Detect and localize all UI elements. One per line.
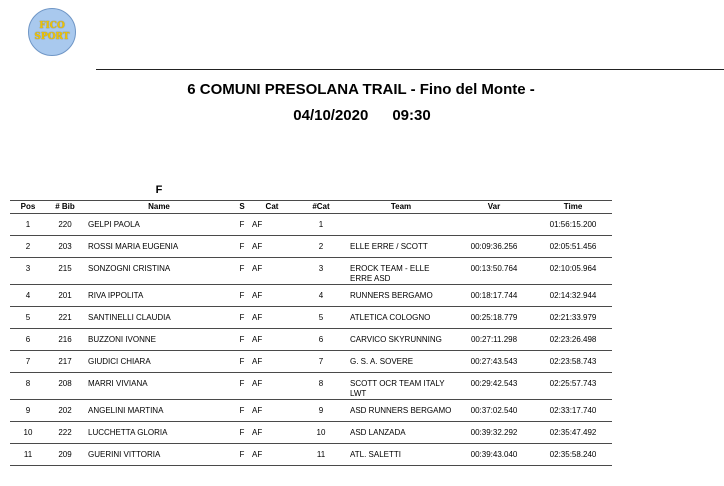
col-header-sex: S xyxy=(234,201,250,214)
row-sex: F xyxy=(234,422,250,444)
col-header-bib: # Bib xyxy=(46,201,84,214)
row-time: 02:33:17.740 xyxy=(534,400,612,422)
race-date: 04/10/2020 xyxy=(293,107,369,124)
row-var: 00:25:18.779 xyxy=(454,307,534,329)
row-sex: F xyxy=(234,258,250,285)
row-pos: 7 xyxy=(10,351,46,373)
col-header-catpos: #Cat xyxy=(294,201,348,214)
row-team xyxy=(348,214,454,236)
col-header-name: Name xyxy=(84,201,234,214)
row-time: 02:25:57.743 xyxy=(534,373,612,400)
col-header-team: Team xyxy=(348,201,454,214)
row-var: 00:27:43.543 xyxy=(454,351,534,373)
row-cat: AF xyxy=(250,400,294,422)
row-bib: 201 xyxy=(46,285,84,307)
row-cat: AF xyxy=(250,285,294,307)
row-var: 00:29:42.543 xyxy=(454,373,534,400)
row-time: 02:35:47.492 xyxy=(534,422,612,444)
row-time: 02:23:58.743 xyxy=(534,351,612,373)
row-cat: AF xyxy=(250,422,294,444)
logo-text-line2: SPORT xyxy=(34,32,70,42)
table-row xyxy=(10,329,612,351)
fico-sport-logo xyxy=(28,8,76,56)
row-bib: 215 xyxy=(46,258,84,285)
row-pos: 8 xyxy=(10,373,46,400)
results-table xyxy=(10,180,612,466)
table-row xyxy=(10,400,612,422)
row-cat: AF xyxy=(250,373,294,400)
row-var: 00:13:50.764 xyxy=(454,258,534,285)
table-row xyxy=(10,307,612,329)
row-cat: AF xyxy=(250,351,294,373)
row-pos: 6 xyxy=(10,329,46,351)
row-time: 02:05:51.456 xyxy=(534,236,612,258)
row-bib: 220 xyxy=(46,214,84,236)
row-team: SCOTT OCR TEAM ITALY LWT xyxy=(348,373,454,400)
row-name: GIUDICI CHIARA xyxy=(84,351,234,373)
row-time: 02:14:32.944 xyxy=(534,285,612,307)
row-catpos: 5 xyxy=(294,307,348,329)
row-pos: 11 xyxy=(10,444,46,466)
row-team: ASD RUNNERS BERGAMO xyxy=(348,400,454,422)
row-team: EROCK TEAM - ELLE ERRE ASD xyxy=(348,258,454,285)
row-pos: 1 xyxy=(10,214,46,236)
race-time: 09:30 xyxy=(392,107,431,124)
row-var: 00:18:17.744 xyxy=(454,285,534,307)
table-row xyxy=(10,373,612,400)
row-sex: F xyxy=(234,400,250,422)
row-name: ROSSI MARIA EUGENIA xyxy=(84,236,234,258)
category-label: F xyxy=(84,180,234,201)
row-catpos: 11 xyxy=(294,444,348,466)
table-row xyxy=(10,351,612,373)
row-bib: 208 xyxy=(46,373,84,400)
row-pos: 10 xyxy=(10,422,46,444)
col-header-time: Time xyxy=(534,201,612,214)
row-pos: 3 xyxy=(10,258,46,285)
table-row xyxy=(10,236,612,258)
row-cat: AF xyxy=(250,307,294,329)
row-var: 00:27:11.298 xyxy=(454,329,534,351)
race-title: 6 COMUNI PRESOLANA TRAIL - Fino del Monte - xyxy=(187,81,535,98)
header-divider xyxy=(96,69,724,70)
row-cat: AF xyxy=(250,329,294,351)
row-catpos: 9 xyxy=(294,400,348,422)
row-pos: 5 xyxy=(10,307,46,329)
row-time: 01:56:15.200 xyxy=(534,214,612,236)
row-catpos: 4 xyxy=(294,285,348,307)
table-header xyxy=(10,201,612,214)
table-row xyxy=(10,422,612,444)
row-cat: AF xyxy=(250,258,294,285)
row-name: GUERINI VITTORIA xyxy=(84,444,234,466)
row-team: G. S. A. SOVERE xyxy=(348,351,454,373)
row-name: BUZZONI IVONNE xyxy=(84,329,234,351)
row-team: CARVICO SKYRUNNING xyxy=(348,329,454,351)
row-bib: 221 xyxy=(46,307,84,329)
row-pos: 2 xyxy=(10,236,46,258)
row-sex: F xyxy=(234,373,250,400)
row-name: MARRI VIVIANA xyxy=(84,373,234,400)
row-catpos: 2 xyxy=(294,236,348,258)
col-header-var: Var xyxy=(454,201,534,214)
row-time: 02:23:26.498 xyxy=(534,329,612,351)
row-name: LUCCHETTA GLORIA xyxy=(84,422,234,444)
table-row xyxy=(10,285,612,307)
row-bib: 217 xyxy=(46,351,84,373)
col-header-pos: Pos xyxy=(10,201,46,214)
row-cat: AF xyxy=(250,214,294,236)
row-var: 00:39:43.040 xyxy=(454,444,534,466)
logo-text-line1: FICO xyxy=(39,21,65,31)
row-sex: F xyxy=(234,444,250,466)
table-row xyxy=(10,444,612,466)
row-sex: F xyxy=(234,285,250,307)
race-datetime xyxy=(0,107,724,124)
row-time: 02:21:33.979 xyxy=(534,307,612,329)
row-bib: 203 xyxy=(46,236,84,258)
row-team: RUNNERS BERGAMO xyxy=(348,285,454,307)
row-bib: 202 xyxy=(46,400,84,422)
row-sex: F xyxy=(234,214,250,236)
col-header-cat: Cat xyxy=(250,201,294,214)
row-pos: 9 xyxy=(10,400,46,422)
row-catpos: 10 xyxy=(294,422,348,444)
row-sex: F xyxy=(234,307,250,329)
row-name: SANTINELLI CLAUDIA xyxy=(84,307,234,329)
row-var xyxy=(454,214,534,236)
row-sex: F xyxy=(234,329,250,351)
row-team: ASD LANZADA xyxy=(348,422,454,444)
row-pos: 4 xyxy=(10,285,46,307)
row-team: ATL. SALETTI xyxy=(348,444,454,466)
row-team: ATLETICA COLOGNO xyxy=(348,307,454,329)
row-catpos: 1 xyxy=(294,214,348,236)
row-catpos: 6 xyxy=(294,329,348,351)
table-row xyxy=(10,258,612,285)
row-team: ELLE ERRE / SCOTT xyxy=(348,236,454,258)
row-var: 00:37:02.540 xyxy=(454,400,534,422)
row-name: ANGELINI MARTINA xyxy=(84,400,234,422)
row-bib: 222 xyxy=(46,422,84,444)
row-bib: 209 xyxy=(46,444,84,466)
row-var: 00:09:36.256 xyxy=(454,236,534,258)
row-name: RIVA IPPOLITA xyxy=(84,285,234,307)
row-sex: F xyxy=(234,351,250,373)
row-name: SONZOGNI CRISTINA xyxy=(84,258,234,285)
row-bib: 216 xyxy=(46,329,84,351)
row-var: 00:39:32.292 xyxy=(454,422,534,444)
category-row xyxy=(10,180,612,201)
row-cat: AF xyxy=(250,236,294,258)
table-row xyxy=(10,214,612,236)
row-name: GELPI PAOLA xyxy=(84,214,234,236)
row-catpos: 7 xyxy=(294,351,348,373)
row-time: 02:10:05.964 xyxy=(534,258,612,285)
row-catpos: 3 xyxy=(294,258,348,285)
row-sex: F xyxy=(234,236,250,258)
row-catpos: 8 xyxy=(294,373,348,400)
row-time: 02:35:58.240 xyxy=(534,444,612,466)
row-cat: AF xyxy=(250,444,294,466)
